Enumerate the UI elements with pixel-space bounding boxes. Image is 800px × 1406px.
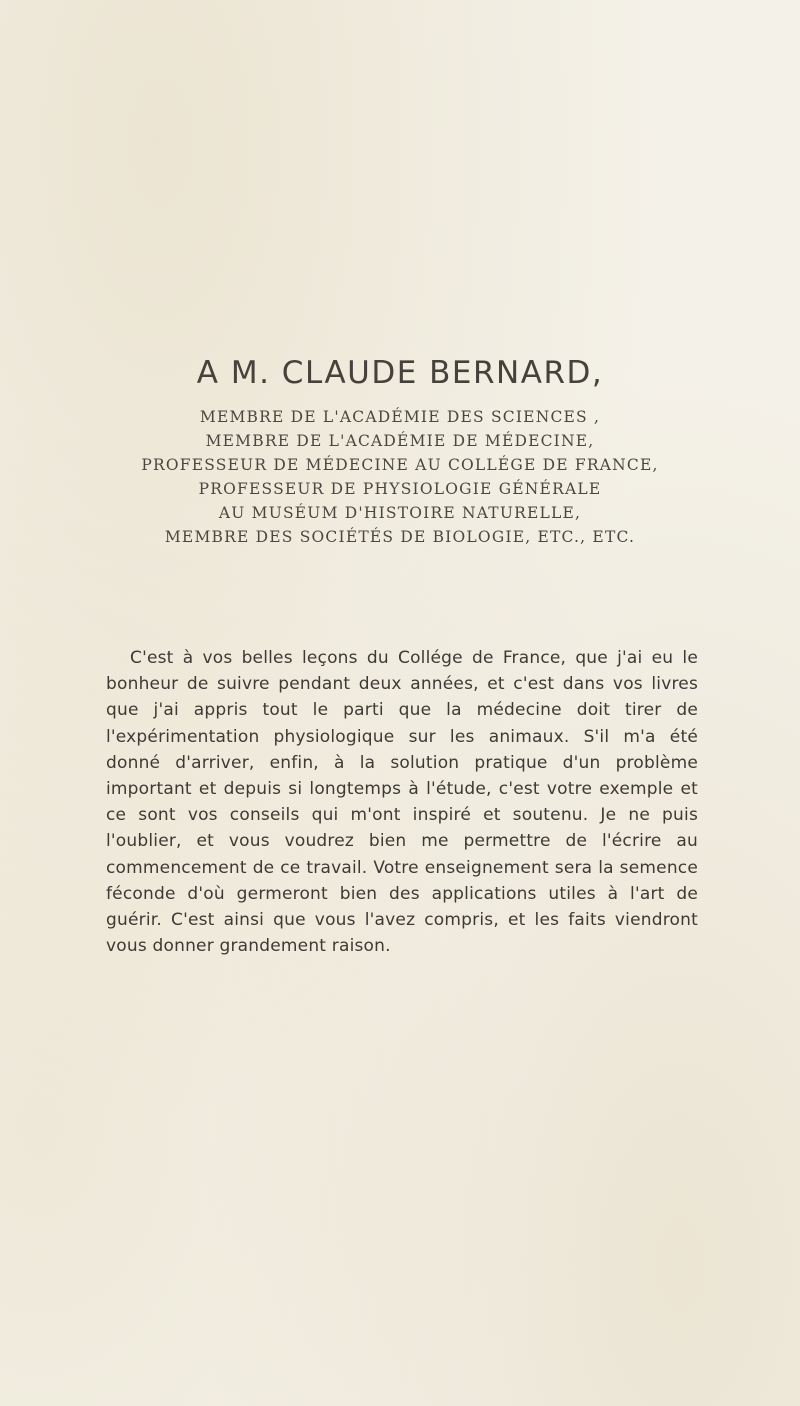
dedication-title-line: PROFESSEUR DE PHYSIOLOGIE GÉNÉRALE — [198, 480, 602, 498]
dedication-heading: A M. CLAUDE BERNARD, — [196, 355, 604, 391]
dedication-title-line: MEMBRE DE L'ACADÉMIE DES SCIENCES , — [199, 408, 601, 426]
dedication-title-line: MEMBRE DES SOCIÉTÉS DE BIOLOGIE, ETC., ETC. — [164, 528, 636, 546]
dedication-block — [0, 355, 800, 549]
dedication-title-line: MEMBRE DE L'ACADÉMIE DE MÉDECINE, — [205, 432, 595, 450]
dedication-letter-paragraph: C'est à vos belles leçons du Collége de France, que j'ai eu le bonheur de suivre pendant deux années, et c'est dans vos livres que j'ai appris tout le parti que la médecine doit tirer de l'expérimentation physiologique sur les animaux. S'il m'a été donné d'arriver, enfin, à la solution pratique d'un problème important et depuis si longtemps à l'étude, c'est votre exemple et ce sont vos conseils qui m'ont inspiré et soutenu. Je ne puis l'oublier, et vous voudrez bien me permettre de l'écrire au commencement de ce travail. Votre enseignement sera la semence féconde d'où germeront bien des applications utiles à l'art de guérir. C'est ainsi que vous l'avez compris, et les faits viendront vous donner grandement raison. — [106, 648, 698, 957]
dedication-title-line: AU MUSÉUM D'HISTOIRE NATURELLE, — [218, 504, 582, 522]
dedication-title-line: PROFESSEUR DE MÉDECINE AU COLLÉGE DE FRANCE, — [141, 456, 659, 474]
